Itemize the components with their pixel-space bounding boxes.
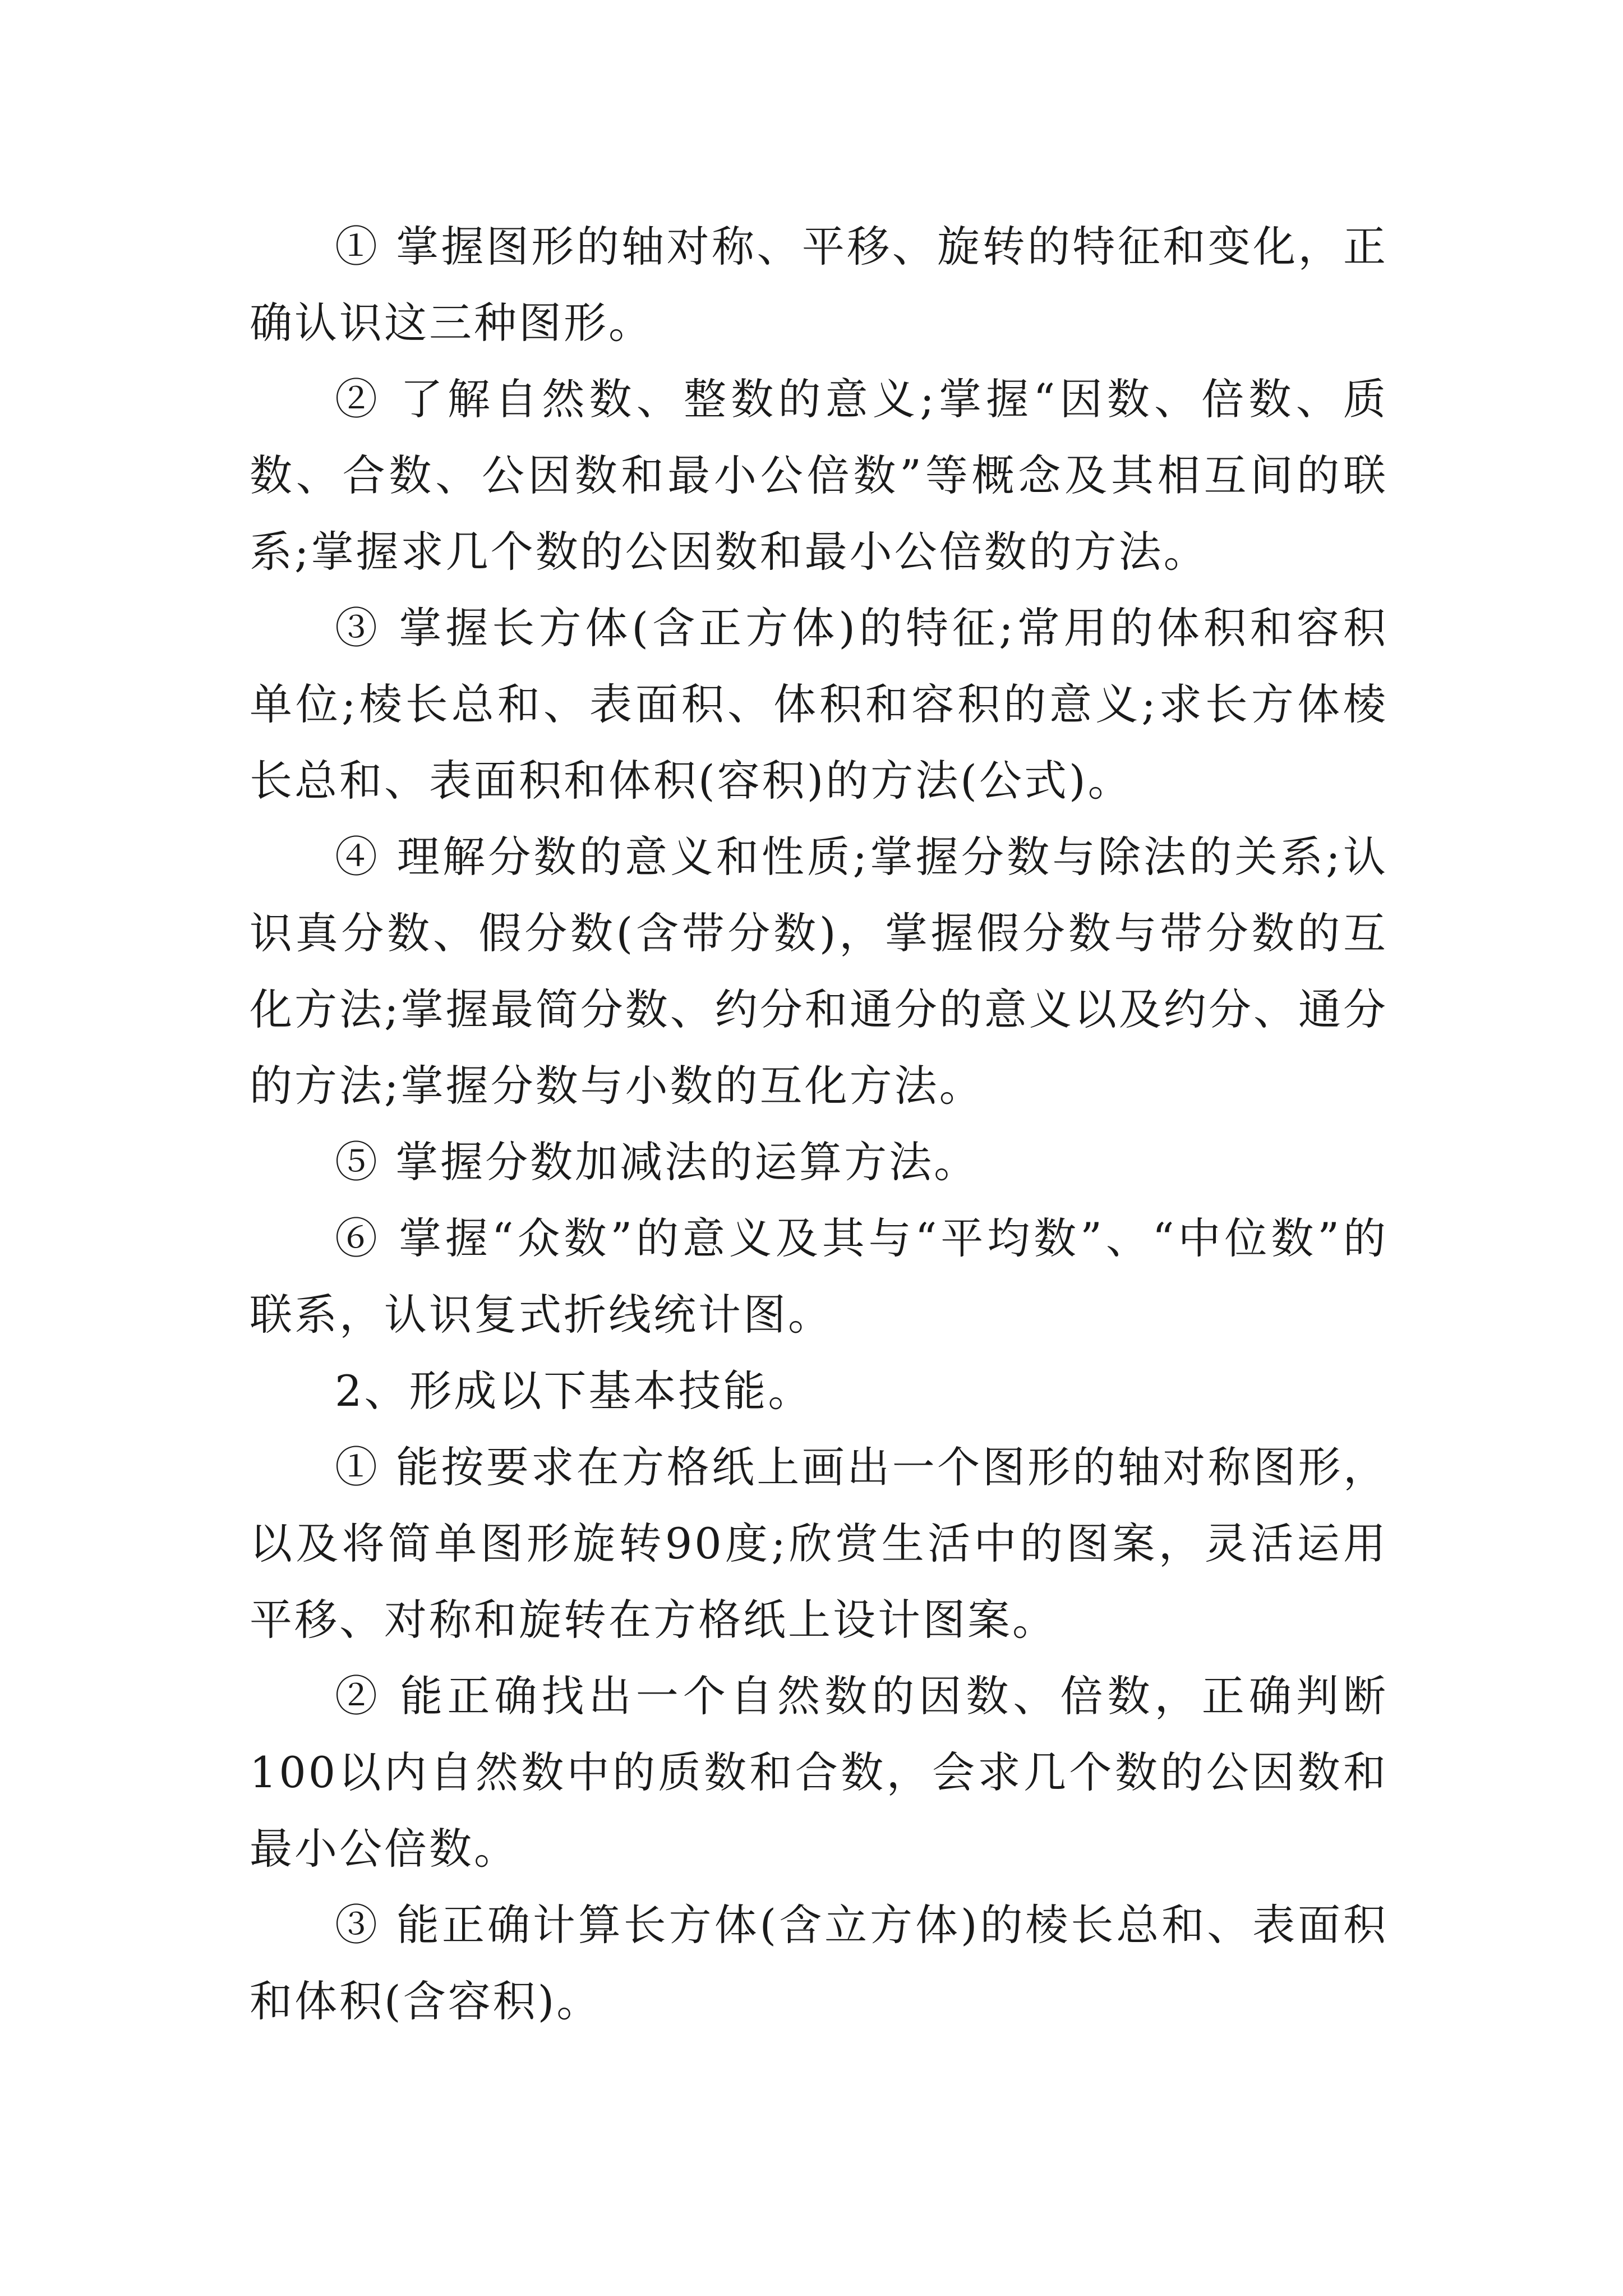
paragraph-goal-1: ① 掌握图形的轴对称、平移、旋转的特征和变化，正确认识这三种图形。 xyxy=(250,222,1388,348)
paragraph-goal-5: ⑤ 掌握分数加减法的运算方法。 xyxy=(335,1137,979,1187)
paragraph-goal-6: ⑥ 掌握“众数”的意义及其与“平均数”、“中位数”的联系，认识复式折线统计图。 xyxy=(250,1213,1388,1340)
section-heading-skills: 2、形成以下基本技能。 xyxy=(335,1366,813,1416)
paragraph-goal-2: ② 了解自然数、整数的意义;掌握“因数、倍数、质数、合数、公因数和最小公倍数”等概念及其相互间的联系;掌握求几个数的公因数和最小公倍数的方法。 xyxy=(250,374,1388,577)
paragraph-goal-3: ③ 掌握长方体(含正方体)的特征;常用的体积和容积单位;棱长总和、表面积、体积和容积的意义;求长方体棱长总和、表面积和体积(容积)的方法(公式)。 xyxy=(250,603,1388,806)
paragraph-goal-4: ④ 理解分数的意义和性质;掌握分数与除法的关系;认识真分数、假分数(含带分数)，掌握假分数与带分数的互化方法;掌握最简分数、约分和通分的意义以及约分、通分的方法;掌握分数与小数的互化方法。 xyxy=(250,832,1388,1111)
paragraph-skill-3: ③ 能正确计算长方体(含立方体)的棱长总和、表面积和体积(含容积)。 xyxy=(250,1900,1388,2026)
document-body xyxy=(250,209,1388,2040)
paragraph-skill-1: ① 能按要求在方格纸上画出一个图形的轴对称图形，以及将简单图形旋转90度;欣赏生活中的图案，灵活运用平移、对称和旋转在方格纸上设计图案。 xyxy=(250,1442,1388,1645)
paragraph-skill-2: ② 能正确找出一个自然数的因数、倍数，正确判断100以内自然数中的质数和合数，会求几个数的公因数和最小公倍数。 xyxy=(250,1671,1388,1874)
